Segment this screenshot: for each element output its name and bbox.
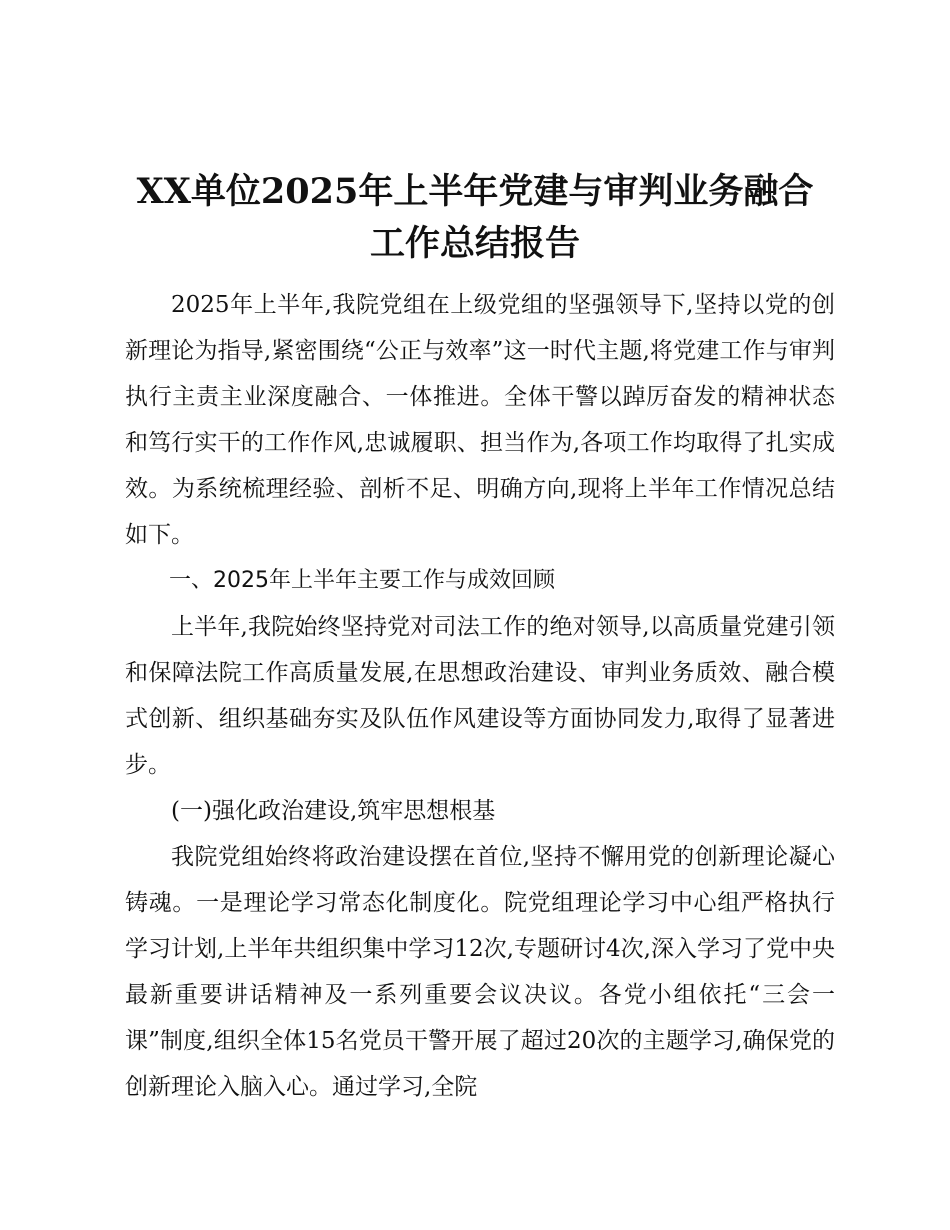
subsection-1-paragraph: 我院党组始终将政治建设摆在首位,坚持不懈用党的创新理论凝心铸魂。一是理论学习常态化制度化。院党组理论学习中心组严格执行学习计划,上半年共组织集中学习12次,专题研讨4次,深入学习了党中央最新重要讲话精神及一系列重要会议决议。各党小组依托“三会一课”制度,组织全体15名党员干警开展了超过20次的主题学习,确保党的创新理论入脑入心。通过学习,全院 bbox=[125, 844, 835, 1100]
subsection-heading-1: (一)强化政治建设,筑牢思想根基 bbox=[171, 798, 496, 824]
section-heading-1: 一、2025年上半年主要工作与成效回顾 bbox=[169, 568, 555, 593]
section-1-paragraph: 上半年,我院始终坚持党对司法工作的绝对领导,以高质量党建引领和保障法院工作高质量发展,在思想政治建设、审判业务质效、融合模式创新、组织基础夯实及队伍作风建设等方面协同发力,取得了显著进步。 bbox=[125, 614, 835, 778]
intro-paragraph: 2025年上半年,我院党组在上级党组的坚强领导下,坚持以党的创新理论为指导,紧密围绕“公正与效率”这一时代主题,将党建工作与审判执行主责主业深度融合、一体推进。全体干警以踔厉奋发的精神状态和笃行实干的工作作风,忠诚履职、担当作为,各项工作均取得了扎实成效。为系统梳理经验、剖析不足、明确方向,现将上半年工作情况总结如下。 bbox=[125, 292, 835, 548]
document-title: XX单位2025年上半年党建与审判业务融合工作总结报告 bbox=[136, 171, 814, 264]
document-body bbox=[125, 282, 835, 1110]
